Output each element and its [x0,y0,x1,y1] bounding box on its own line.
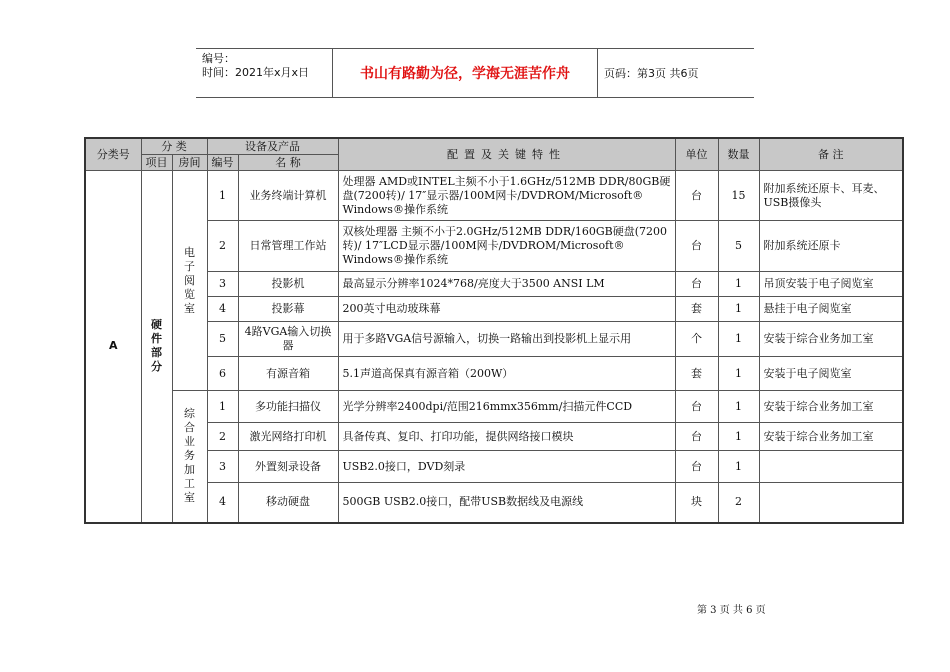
row-unit: 台 [675,221,718,272]
header-classification: 分 类 [141,138,207,155]
document-number-label: 编号： [202,52,235,65]
row-note: 安装于综合业务加工室 [759,391,903,423]
header-motto: 书山有路勤为径，学海无涯苦作舟 [360,66,570,82]
row-qty: 1 [718,451,759,483]
row-unit: 个 [675,322,718,357]
row-name: 4路VGA输入切换器 [238,322,338,357]
row-unit: 块 [675,483,718,523]
table-row [85,322,903,357]
header-note: 备 注 [759,138,903,171]
table-row [85,221,903,272]
header-item: 项目 [141,155,172,171]
row-config: 具备传真、复印、打印功能，提供网络接口模块 [338,423,675,451]
row-note: 安装于综合业务加工室 [759,423,903,451]
row-unit: 台 [675,451,718,483]
row-unit: 台 [675,423,718,451]
row-note [759,483,903,523]
document-time-label: 时间：2021年x月x日 [202,66,310,79]
row-unit: 套 [675,297,718,322]
row-num: 6 [207,357,238,391]
row-qty: 1 [718,357,759,391]
page-footer: 第 3 页 共 6 页 [697,605,766,616]
header-category-no: 分类号 [85,138,141,171]
row-config: 用于多路VGA信号源输入，切换一路输出到投影机上显示用 [338,322,675,357]
row-name: 业务终端计算机 [238,171,338,221]
row-name: 日常管理工作站 [238,221,338,272]
table-row [85,423,903,451]
table-header-row [85,138,903,155]
header-name: 名 称 [238,155,338,171]
row-name: 激光网络打印机 [238,423,338,451]
row-config: USB2.0接口，DVD刻录 [338,451,675,483]
row-name: 投影幕 [238,297,338,322]
header-divider [597,49,598,97]
room-cell: 电子阅览室 [172,171,207,391]
row-note: 附加系统还原卡、耳麦、USB摄像头 [759,171,903,221]
row-unit: 台 [675,391,718,423]
row-num: 1 [207,171,238,221]
equipment-spec-table [84,137,904,524]
row-qty: 1 [718,272,759,297]
row-qty: 1 [718,297,759,322]
page-header [196,48,754,98]
header-page-number: 页码：第3页 共6页 [604,67,699,80]
item-cell: 硬件部分 [141,171,172,523]
row-note: 悬挂于电子阅览室 [759,297,903,322]
row-num: 4 [207,297,238,322]
table-row [85,297,903,322]
row-config: 双核处理器 主频不小于2.0GHz/512MB DDR/160GB硬盘(7200转)/ 17″LCD显示器/100M网卡/DVDROM/Microsoft® Windows®操作系统 [338,221,675,272]
row-num: 4 [207,483,238,523]
row-unit: 台 [675,171,718,221]
row-num: 2 [207,423,238,451]
row-qty: 2 [718,483,759,523]
header-num: 编号 [207,155,238,171]
table-row [85,171,903,221]
row-unit: 台 [675,272,718,297]
table-row [85,451,903,483]
row-config: 处理器 AMD或INTEL主频不小于1.6GHz/512MB DDR/80GB硬盘(7200转)/ 17″显示器/100M网卡/DVDROM/Microsoft® Windows®操作系统 [338,171,675,221]
header-meta [202,52,328,94]
header-qty: 数量 [718,138,759,171]
row-config: 光学分辨率2400dpi/范围216mmx356mm/扫描元件CCD [338,391,675,423]
row-qty: 15 [718,171,759,221]
row-config: 200英寸电动玻珠幕 [338,297,675,322]
row-note: 附加系统还原卡 [759,221,903,272]
row-note [759,451,903,483]
row-unit: 套 [675,357,718,391]
row-qty: 1 [718,423,759,451]
header-room: 房间 [172,155,207,171]
row-name: 多功能扫描仪 [238,391,338,423]
row-config: 最高显示分辨率1024*768/亮度大于3500 ANSI LM [338,272,675,297]
table-row [85,357,903,391]
room-cell: 综合业务加工室 [172,391,207,523]
header-equipment: 设备及产品 [207,138,338,155]
row-note: 安装于电子阅览室 [759,357,903,391]
header-config: 配置及关键特性 [338,138,675,171]
row-note: 吊顶安装于电子阅览室 [759,272,903,297]
row-name: 有源音箱 [238,357,338,391]
row-config: 500GB USB2.0接口，配带USB数据线及电源线 [338,483,675,523]
table-row [85,483,903,523]
table-row [85,391,903,423]
row-qty: 1 [718,391,759,423]
row-config: 5.1声道高保真有源音箱（200W） [338,357,675,391]
row-num: 2 [207,221,238,272]
header-unit: 单位 [675,138,718,171]
row-num: 3 [207,272,238,297]
row-name: 外置刻录设备 [238,451,338,483]
row-name: 移动硬盘 [238,483,338,523]
row-note: 安装于综合业务加工室 [759,322,903,357]
row-num: 3 [207,451,238,483]
row-name: 投影机 [238,272,338,297]
row-qty: 1 [718,322,759,357]
row-num: 5 [207,322,238,357]
row-num: 1 [207,391,238,423]
row-qty: 5 [718,221,759,272]
table-row [85,272,903,297]
category-cell: A [85,171,141,523]
